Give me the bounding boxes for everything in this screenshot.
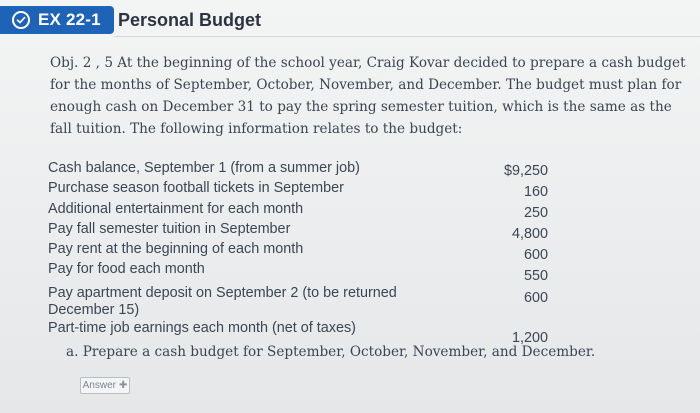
budget-row-value: $9,250 bbox=[503, 163, 548, 179]
budget-row-label: Pay apartment deposit on September 2 (to be returned December 15) bbox=[48, 285, 397, 318]
budget-row-value: 600 bbox=[523, 247, 548, 263]
exercise-header bbox=[0, 0, 700, 40]
exercise-badge bbox=[0, 6, 114, 34]
check-circle-icon bbox=[12, 11, 30, 29]
answer-button-label: Answer bbox=[82, 380, 116, 391]
budget-row-label: Pay for food each month bbox=[48, 261, 205, 277]
intro-text: At the beginning of the school year, Craig Kovar decided to prepare a cash budget for the months of September, October, November, and December. The budget must plan for enough cash on December 31 to pay the spring semester tuition, which is the same as the fall tuition. The following information relates to the budget: bbox=[50, 55, 686, 137]
budget-row-label: Purchase season football tickets in September bbox=[48, 180, 344, 196]
budget-row-label: Pay fall semester tuition in September bbox=[48, 221, 291, 237]
budget-row-value: 600 bbox=[523, 290, 548, 306]
answer-button[interactable] bbox=[80, 377, 130, 394]
objectives-ref: Obj. 2 , 5 bbox=[50, 55, 113, 71]
exercise-title: Personal Budget bbox=[118, 10, 262, 30]
budget-row-label: Cash balance, September 1 (from a summer job) bbox=[48, 160, 360, 176]
budget-row-label: Additional entertainment for each month bbox=[48, 201, 304, 217]
budget-row-value: 550 bbox=[523, 268, 548, 284]
plus-icon: ✚ bbox=[118, 380, 128, 391]
budget-row-label: Part-time job earnings each month (net of taxes) bbox=[48, 320, 356, 336]
budget-row-value: 1,200 bbox=[511, 330, 548, 346]
instruction-a: a. Prepare a cash budget for September, October, November, and December. bbox=[66, 344, 596, 360]
header-divider bbox=[114, 36, 700, 37]
budget-row-value: 250 bbox=[523, 205, 548, 221]
budget-row-value: 4,800 bbox=[511, 226, 548, 242]
budget-row-label: Pay rent at the beginning of each month bbox=[48, 241, 304, 257]
budget-row-value: 160 bbox=[523, 184, 548, 200]
exercise-code: EX 22-1 bbox=[38, 10, 101, 29]
intro-paragraph bbox=[50, 52, 695, 140]
